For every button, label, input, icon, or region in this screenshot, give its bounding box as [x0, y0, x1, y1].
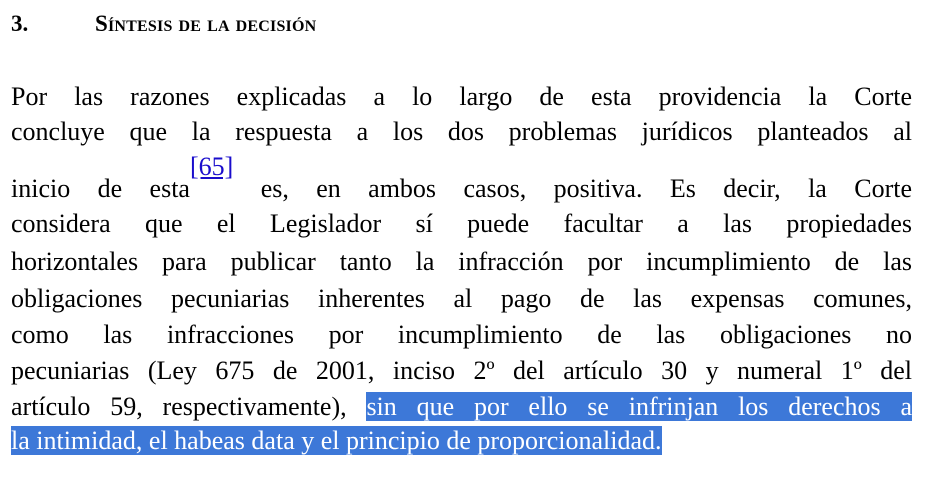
section-title: Síntesis de la decisión	[95, 11, 317, 36]
paragraph-line-5: horizontales para publicar tanto la infracción por incumplimiento de las	[11, 247, 912, 276]
selected-text-continued[interactable]: la intimidad, el habeas data y el principio de proporcionalidad.	[11, 426, 662, 455]
paragraph-line-9	[11, 390, 912, 424]
selected-text[interactable]: sin que por ello se infrinjan los derechos a	[366, 392, 912, 421]
paragraph-line-7: como las infracciones por incumplimiento de las obligaciones no	[11, 320, 912, 349]
section-number: 3.	[11, 11, 29, 36]
footnote-link[interactable]: [65]	[189, 152, 234, 181]
paragraph-line-3-start: inicio de esta	[11, 174, 190, 203]
paragraph-line-6: obligaciones pecuniarias inherentes al pago de las expensas comunes,	[11, 284, 912, 313]
section-heading	[11, 10, 316, 38]
paragraph-line-1: Por las razones explicadas a lo largo de esta providencia la Corte	[11, 82, 912, 111]
paragraph-line-3	[11, 152, 912, 206]
paragraph-line-9-plain: artículo 59, respectivamente),	[11, 392, 367, 421]
paragraph-line-10	[11, 424, 912, 458]
paragraph-line-4: considera que el Legislador sí puede facultar a las propiedades	[11, 209, 912, 238]
paragraph-line-3-end: es, en ambos casos, positiva. Es decir, la Corte	[233, 174, 912, 203]
paragraph-line-2: concluye que la respuesta a los dos problemas jurídicos planteados al	[11, 117, 912, 146]
paragraph-line-8: pecuniarias (Ley 675 de 2001, inciso 2º del artículo 30 y numeral 1º del	[11, 356, 912, 385]
